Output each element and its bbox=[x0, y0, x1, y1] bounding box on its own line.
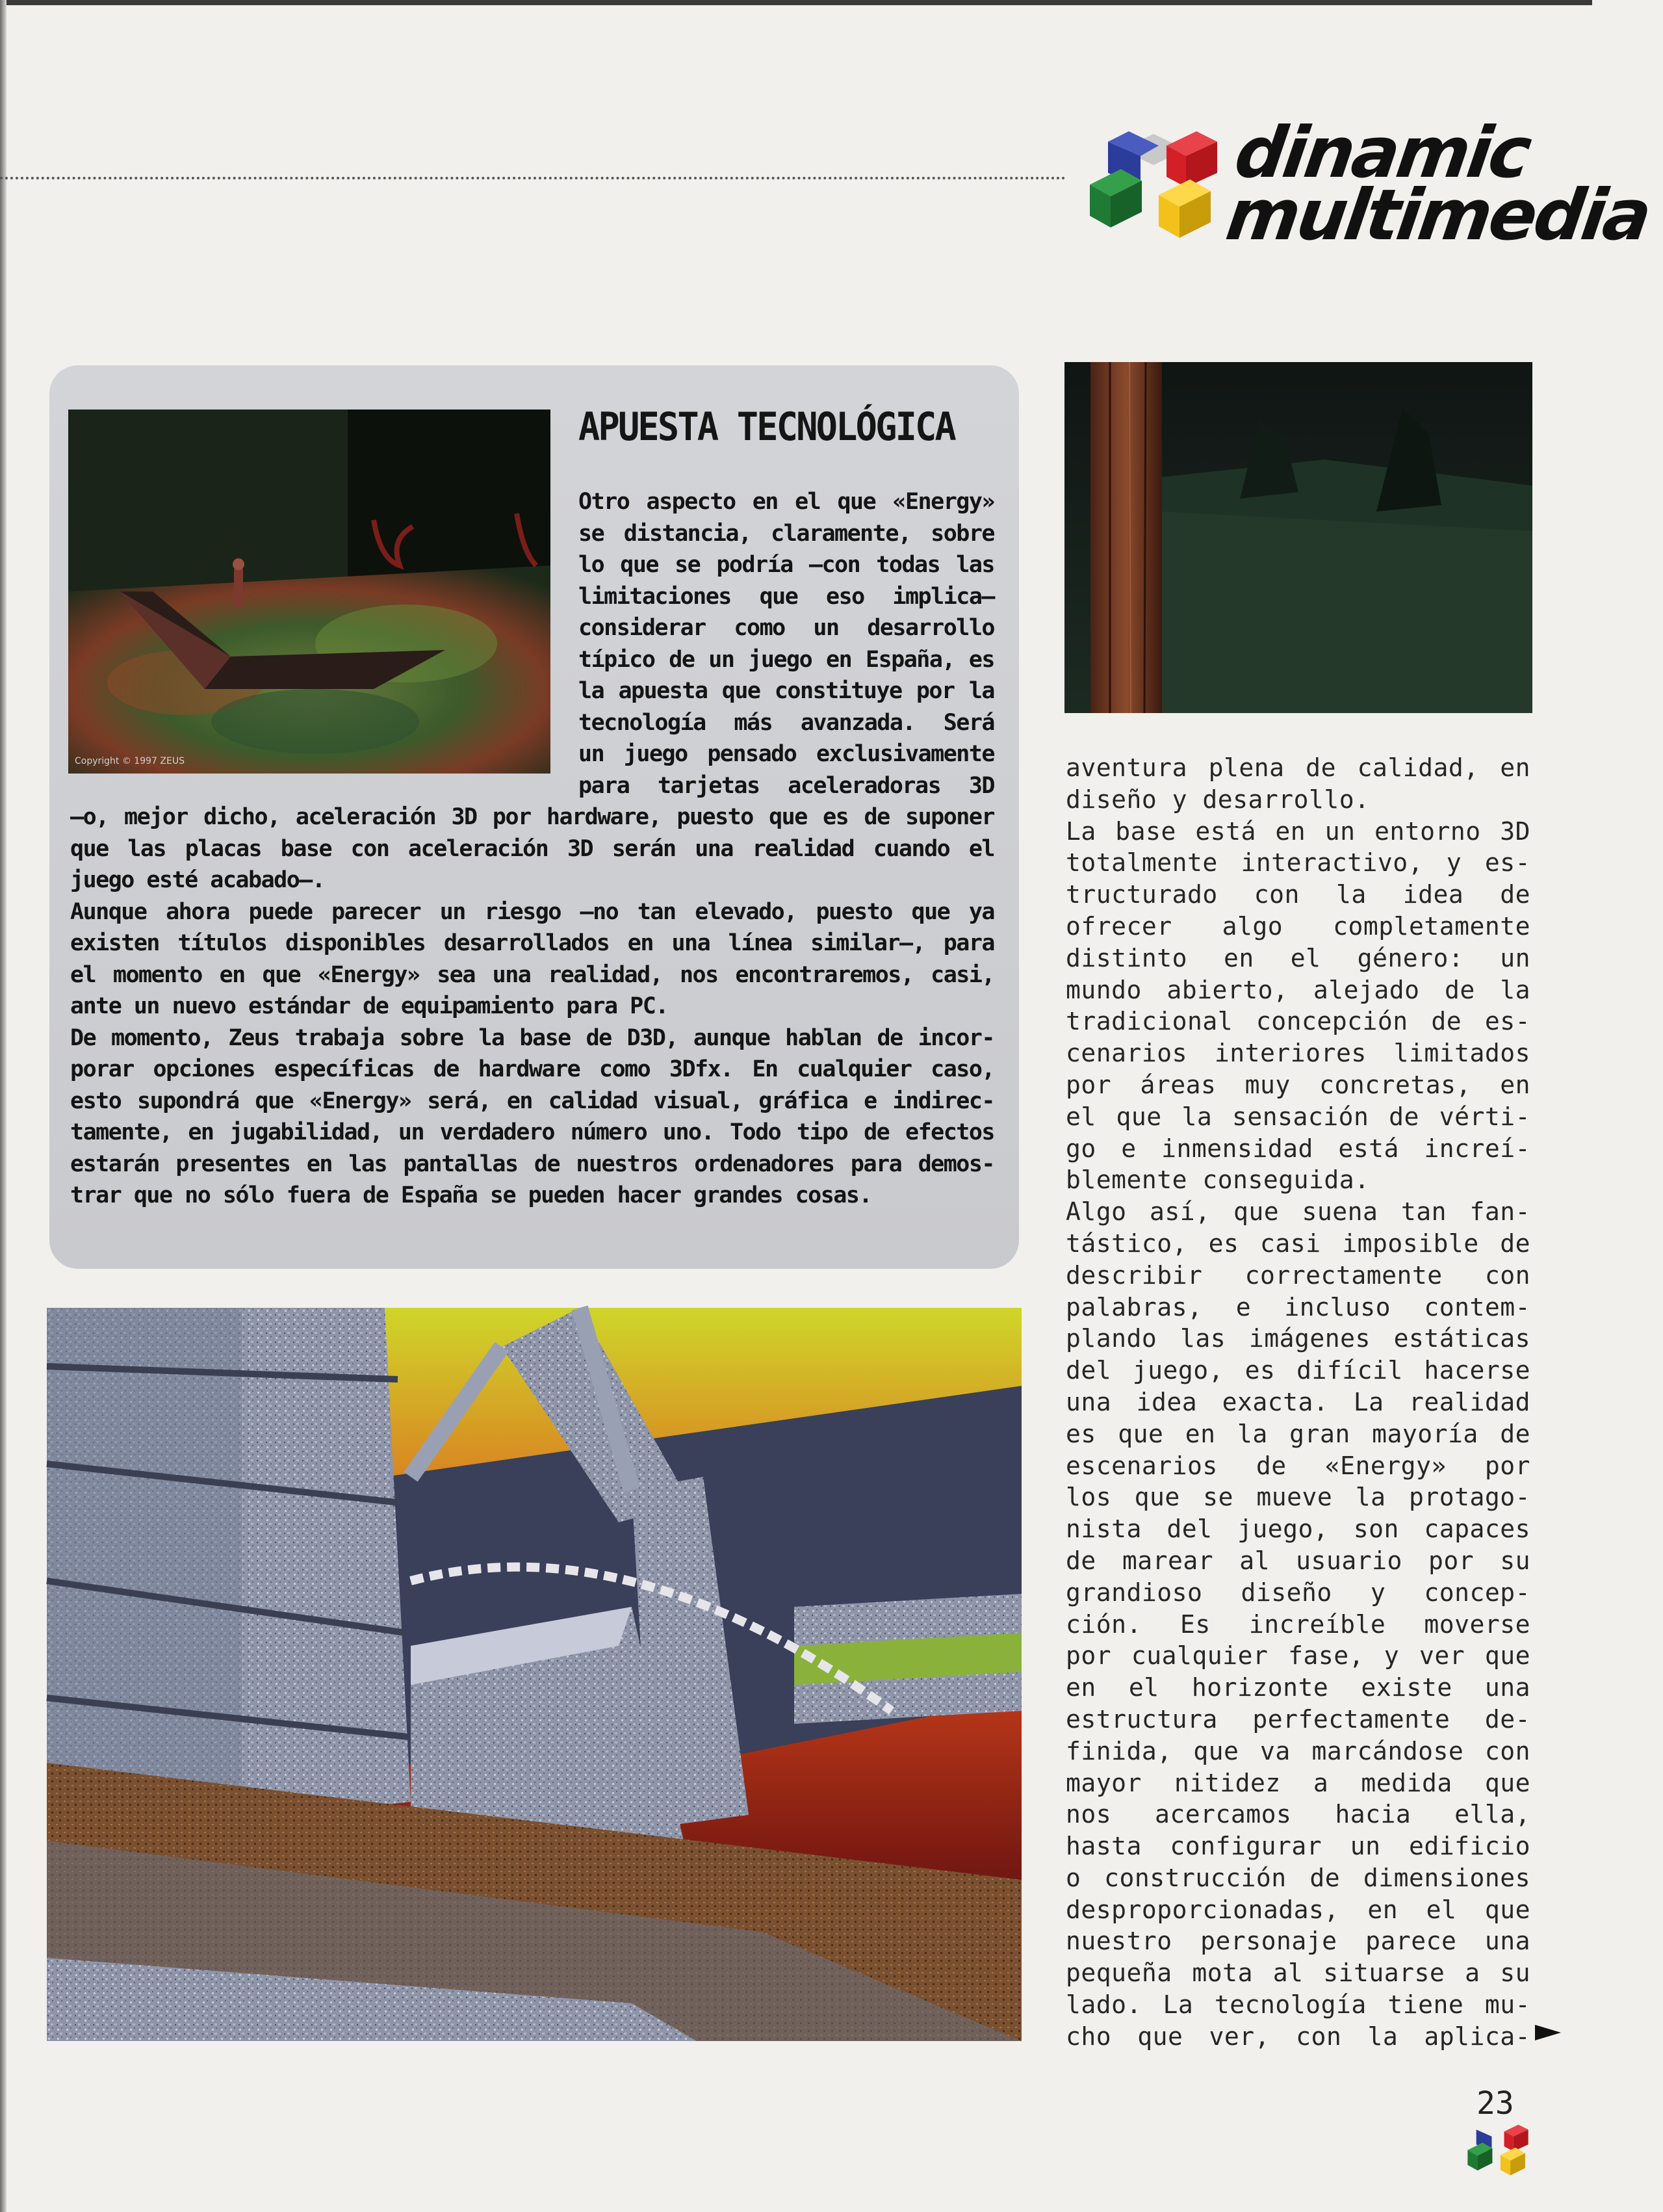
text-line: desproporcionadas, en el que bbox=[1066, 1895, 1530, 1924]
text-line: plando las imágenes estáticas bbox=[1066, 1324, 1530, 1353]
continue-arrow-icon bbox=[1535, 2025, 1561, 2040]
screenshot-tower-structures bbox=[47, 1308, 1022, 2041]
text-line: describir correctamente con bbox=[1066, 1260, 1530, 1290]
text-line: los que se mueve la protago- bbox=[1066, 1483, 1530, 1512]
text-line: por cualquier fase, y ver que bbox=[1066, 1641, 1530, 1671]
text-line: finida, que va marcándose con bbox=[1066, 1736, 1530, 1765]
text-line: lado. La tecnología tiene mu- bbox=[1066, 1990, 1530, 2020]
text-line: de marear al usuario por su bbox=[1066, 1546, 1530, 1575]
sidebar-text-column-bottom bbox=[70, 801, 994, 1212]
text-line: una idea exacta. La realidad bbox=[1066, 1387, 1530, 1416]
text-line: tamente, en jugabilidad, un verdadero número uno. Todo tipo de efectos bbox=[70, 1119, 994, 1145]
text-line: trar que no sólo fuera de España se pueden hacer grandes cosas. bbox=[70, 1182, 872, 1208]
page-binding-edge bbox=[0, 0, 6, 2212]
page-top-edge bbox=[0, 0, 1592, 5]
text-line: La base está en un entorno 3D bbox=[1066, 816, 1530, 846]
logo-wordmark bbox=[1221, 112, 1662, 256]
page-number: 23 bbox=[1476, 2085, 1514, 2122]
text-line: distinto en el género: un bbox=[1066, 943, 1530, 972]
text-line: tástico, es casi imposible de bbox=[1066, 1229, 1530, 1258]
text-line: blemente conseguida. bbox=[1066, 1165, 1370, 1195]
text-line: considerar como un desarrollo bbox=[578, 615, 994, 641]
text-line: porar opciones específicas de hardware como 3Dfx. En cualquier caso, bbox=[70, 1056, 994, 1082]
dotted-header-rule bbox=[0, 177, 1066, 179]
footer-cube-logo-icon bbox=[1462, 2120, 1534, 2185]
text-line: por áreas muy concretas, en bbox=[1066, 1070, 1530, 1099]
main-article-column bbox=[1066, 752, 1530, 2053]
text-line: esto supondrá que «Energy» será, en calidad visual, gráfica e indirec- bbox=[70, 1087, 994, 1114]
text-line: en el horizonte existe una bbox=[1066, 1673, 1530, 1702]
text-line: estructura perfectamente de- bbox=[1066, 1704, 1530, 1734]
text-line: ante un nuevo estándar de equipamiento para PC. bbox=[70, 993, 668, 1019]
text-line: tecnología más avanzada. Será bbox=[578, 709, 994, 736]
text-line: o construcción de dimensiones bbox=[1066, 1863, 1530, 1892]
text-line: existen títulos disponibles desarrollados en una línea similar—, para bbox=[70, 930, 994, 956]
text-line: típico de un juego en España, es bbox=[578, 646, 994, 673]
text-line: que las placas base con aceleración 3D serán una realidad cuando el bbox=[70, 835, 994, 862]
text-line: nos acercamos hacia ella, bbox=[1066, 1800, 1530, 1829]
text-line: mundo abierto, alejado de la bbox=[1066, 975, 1530, 1004]
text-line: nuestro personaje parece una bbox=[1066, 1927, 1530, 1956]
text-line: cenarios interiores limitados bbox=[1066, 1039, 1530, 1068]
text-line: el que la sensación de vérti- bbox=[1066, 1102, 1530, 1131]
text-line: pequeña mota al situarse a su bbox=[1066, 1958, 1530, 1988]
text-line: De momento, Zeus trabaja sobre la base de D3D, aunque hablan de incor- bbox=[70, 1024, 994, 1051]
text-line: Aunque ahora puede parecer un riesgo —no tan elevado, puesto que ya bbox=[70, 898, 994, 925]
text-line: Algo así, que suena tan fan- bbox=[1066, 1197, 1530, 1227]
text-line: nista del juego, son capaces bbox=[1066, 1515, 1530, 1544]
text-line: lo que se podría —con todas las bbox=[578, 552, 994, 578]
screenshot-forest-night bbox=[1064, 362, 1532, 713]
text-line: tradicional concepción de es- bbox=[1066, 1007, 1530, 1036]
text-line: para tarjetas aceleradoras 3D bbox=[578, 772, 994, 799]
text-line: tructurado con la idea de bbox=[1066, 880, 1530, 909]
text-line: es que en la gran mayoría de bbox=[1066, 1419, 1530, 1448]
text-line: mayor nitidez a medida que bbox=[1066, 1768, 1530, 1797]
text-line: limitaciones que eso implica— bbox=[578, 583, 994, 610]
text-line: se distancia, claramente, sobre bbox=[578, 520, 994, 547]
logo-word-dinamic: dinamic bbox=[1230, 112, 1534, 194]
text-line: estarán presentes en las pantallas de nuestros ordenadores para demos- bbox=[70, 1151, 994, 1177]
text-line: cho que ver, con la aplica- bbox=[1066, 2022, 1530, 2051]
text-line: hasta configurar un edificio bbox=[1066, 1832, 1530, 1861]
sidebar-title: APUESTA TECNOLÓGICA bbox=[578, 404, 955, 450]
text-line: del juego, es difícil hacerse bbox=[1066, 1356, 1530, 1385]
text-line: juego esté acabado—. bbox=[70, 867, 325, 893]
text-line: palabras, e incluso contem- bbox=[1066, 1292, 1530, 1321]
cube-logo-icon bbox=[1082, 122, 1225, 259]
dinamic-multimedia-logo bbox=[1082, 112, 1655, 265]
text-line: —o, mejor dicho, aceleración 3D por hardware, puesto que es de suponer bbox=[70, 804, 994, 830]
screenshot-boat-scene bbox=[68, 410, 550, 774]
text-line: ción. Es increíble moverse bbox=[1066, 1609, 1530, 1639]
text-line: aventura plena de calidad, en bbox=[1066, 753, 1530, 782]
text-line: el momento en que «Energy» sea una realidad, nos encontraremos, casi, bbox=[70, 961, 994, 988]
text-line: un juego pensado exclusivamente bbox=[578, 741, 994, 767]
screenshot-copyright: Copyright © 1997 ZEUS bbox=[75, 756, 185, 766]
sidebar-text-column-top bbox=[578, 486, 994, 801]
text-line: diseño y desarrollo. bbox=[1066, 785, 1370, 814]
logo-word-multimedia: multimedia bbox=[1221, 175, 1655, 256]
text-line: escenarios de «Energy» por bbox=[1066, 1451, 1530, 1480]
text-line: grandioso diseño y concep- bbox=[1066, 1578, 1530, 1607]
text-line: ofrecer algo completamente bbox=[1066, 911, 1530, 941]
text-line: la apuesta que constituye por la bbox=[578, 678, 994, 704]
text-line: totalmente interactivo, y es- bbox=[1066, 848, 1530, 878]
text-line: go e inmensidad está increí- bbox=[1066, 1134, 1530, 1163]
text-line: Otro aspecto en el que «Energy» bbox=[578, 489, 994, 515]
